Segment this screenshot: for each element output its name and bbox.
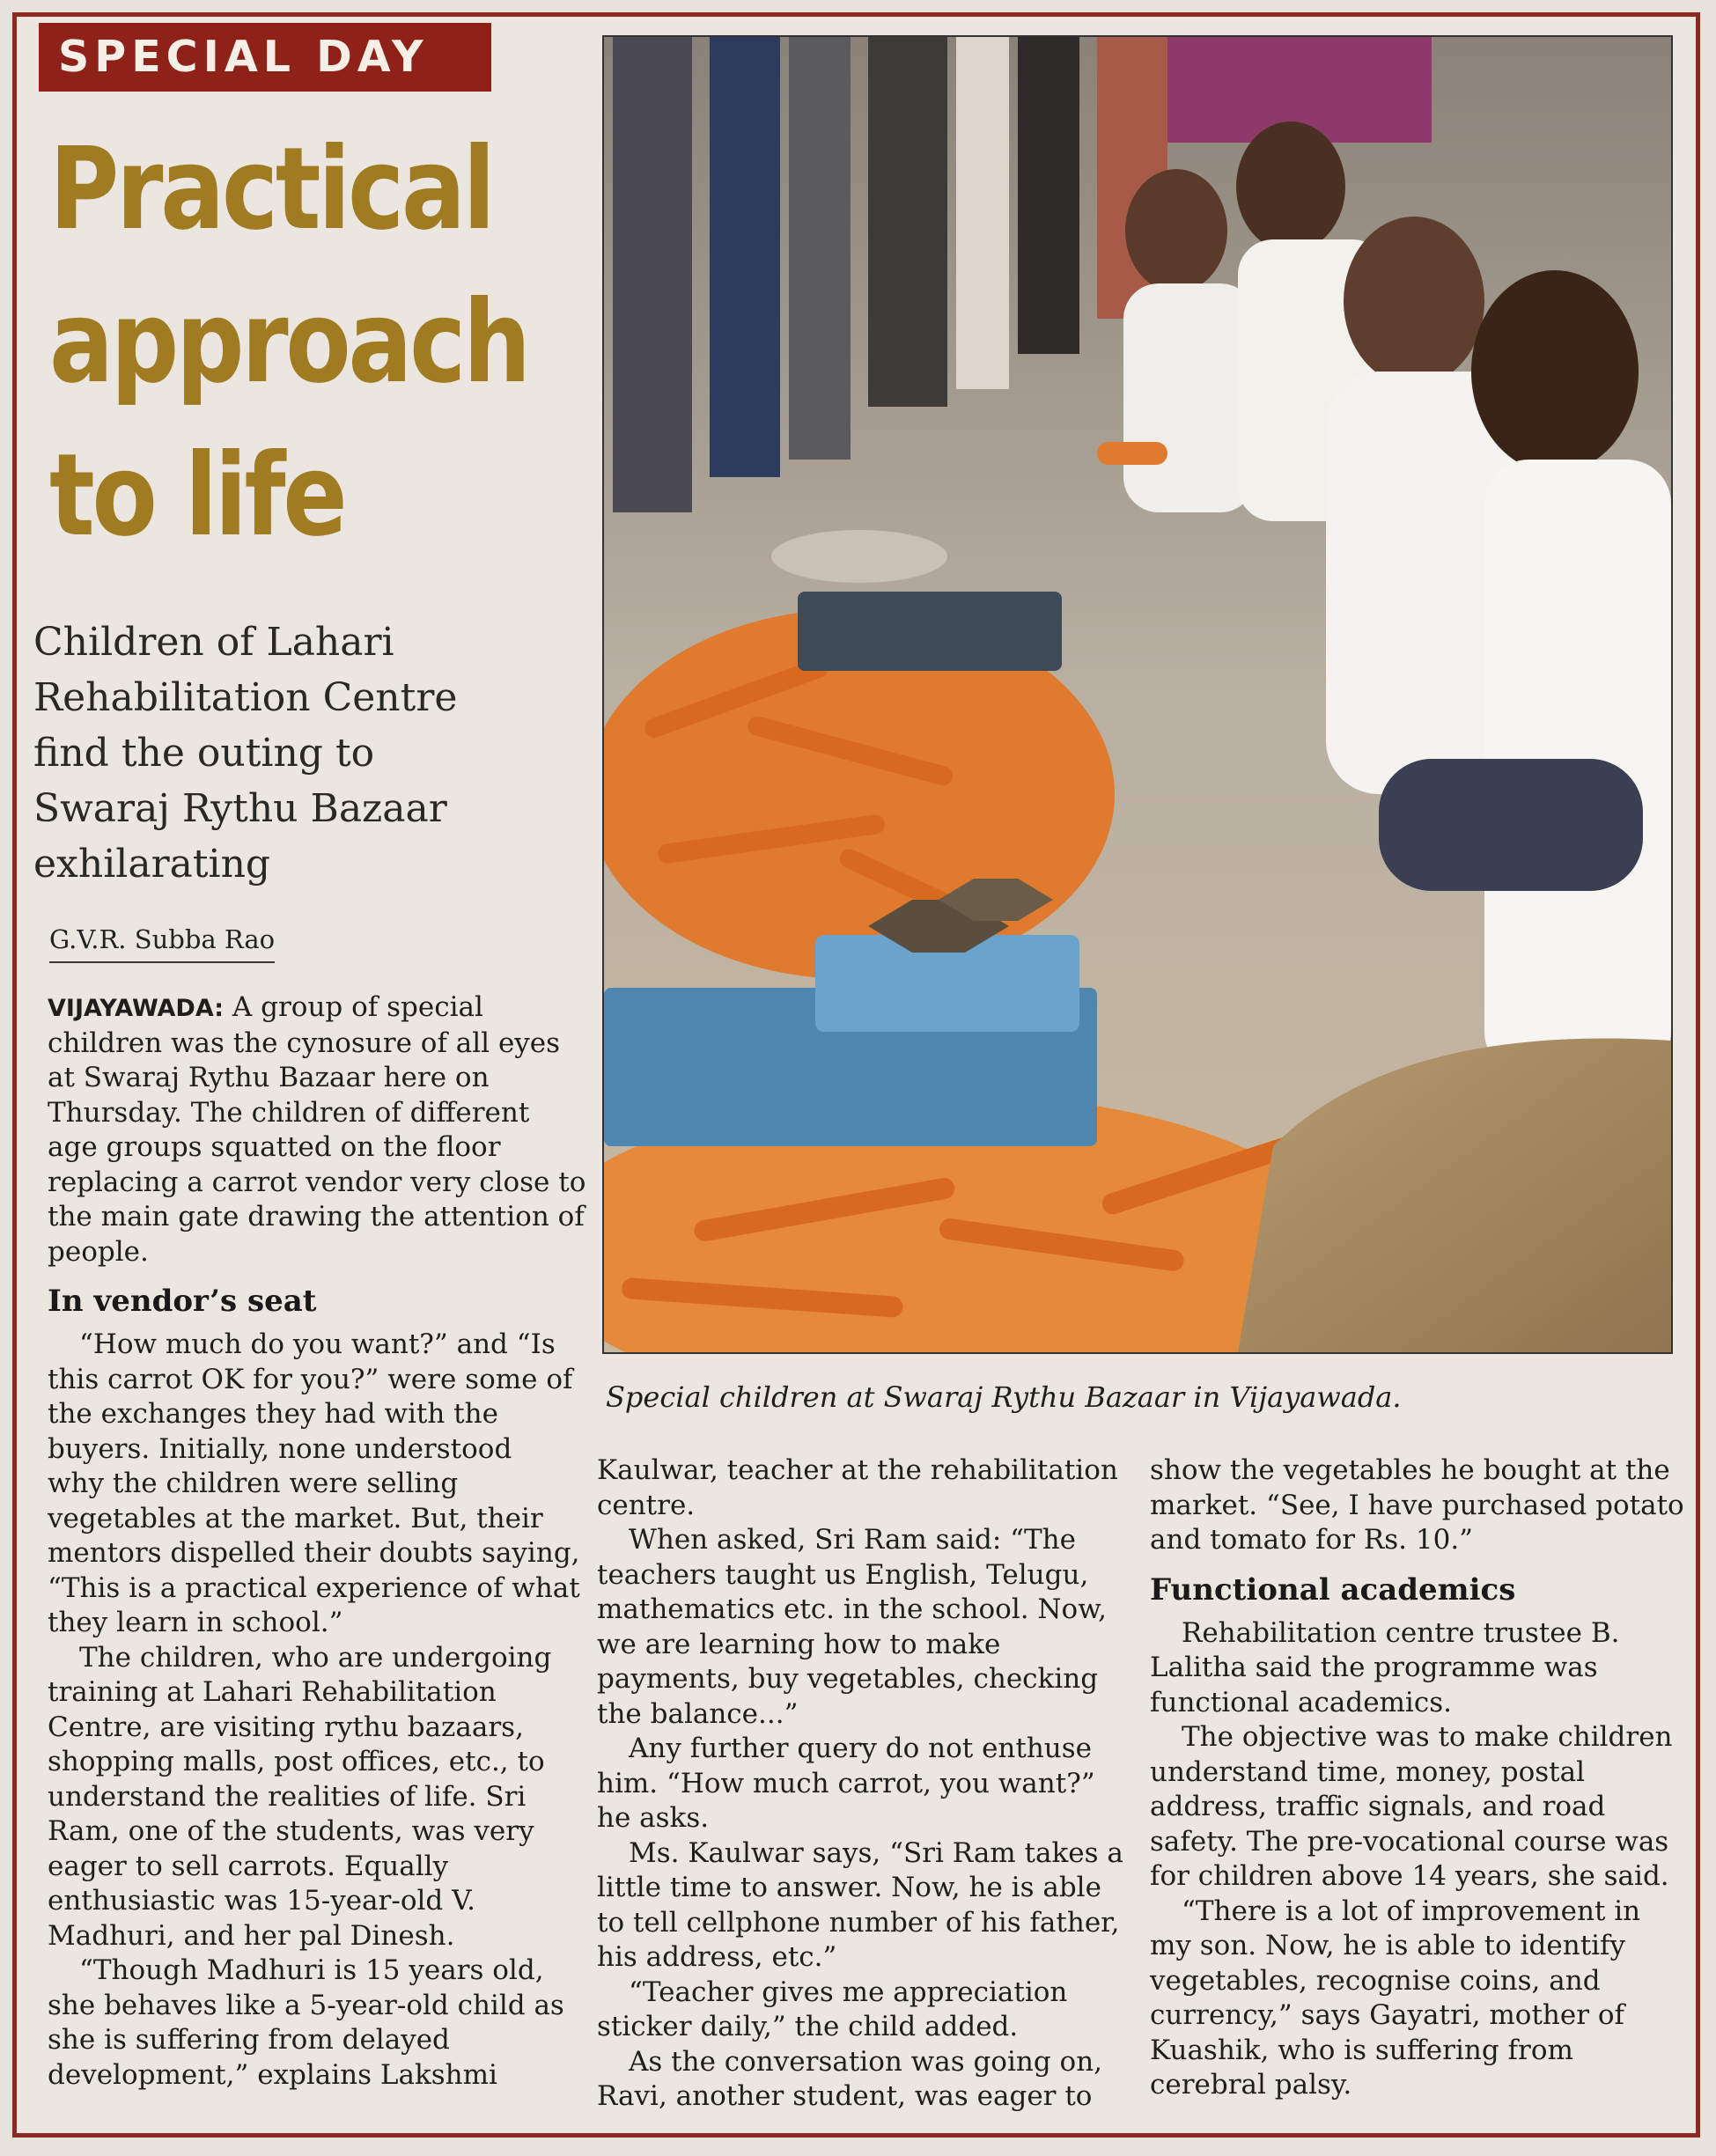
article-line: she is suffering from delayed	[48, 2024, 450, 2056]
article-line: As the conversation was going on,	[629, 2045, 1103, 2078]
article-line: Kuashik, who is suffering from	[1150, 2034, 1573, 2066]
deck-line: Swaraj Rythu Bazaar	[33, 786, 447, 831]
subhead: In vendor’s seat	[48, 1284, 317, 1319]
article-line: VIJAYAWADA: A group of special	[48, 991, 483, 1023]
article-line: cerebral palsy.	[1150, 2069, 1352, 2101]
article-line: Ram, one of the students, was very	[48, 1815, 534, 1847]
headline-line: to life	[49, 430, 345, 562]
deck-line: Children of Lahari	[33, 620, 394, 665]
article-line: teachers taught us English, Telugu,	[597, 1558, 1089, 1591]
photo-caption: Special children at Swaraj Rythu Bazaar in Vijayawada.	[606, 1380, 1402, 1414]
article-line: for children above 14 years, she said.	[1150, 1860, 1669, 1892]
dateline: VIJAYAWADA:	[48, 995, 225, 1022]
article-line: the balance...”	[597, 1697, 799, 1730]
article-line: she behaves like a 5-year-old child as	[48, 1989, 564, 2021]
article-line: at Swaraj Rythu Bazaar here on	[48, 1062, 490, 1093]
article-line: his address, etc.”	[597, 1941, 837, 1973]
article-line: The objective was to make children	[1182, 1721, 1673, 1753]
article-line: they learn in school.”	[48, 1607, 343, 1638]
article-line: we are learning how to make	[597, 1628, 1001, 1660]
article-line: to tell cellphone number of his father,	[597, 1906, 1120, 1939]
subhead: Functional academics	[1150, 1571, 1516, 1608]
headline-line: Practical	[49, 123, 493, 255]
article-line: centre.	[597, 1489, 696, 1521]
article-line: When asked, Sri Ram said: “The	[629, 1524, 1076, 1556]
deck-line: Rehabilitation Centre	[33, 675, 458, 720]
article-line: eager to sell carrots. Equally	[48, 1850, 449, 1882]
article-line: Ravi, another student, was eager to	[597, 2080, 1093, 2112]
market-photo	[602, 35, 1673, 1354]
article-line: Any further query do not enthuse	[629, 1733, 1093, 1764]
byline: G.V.R. Subba Rao	[49, 924, 275, 963]
article-column-1	[48, 990, 586, 2093]
article-line: Lalitha said the programme was	[1150, 1652, 1598, 1683]
section-tag: SPECIAL DAY	[39, 23, 491, 92]
article-line: replacing a carrot vendor very close to	[48, 1166, 586, 1198]
article-column-2	[597, 1453, 1123, 2115]
article-line: shopping malls, post offices, etc., to	[48, 1746, 545, 1777]
article-line: development,” explains Lakshmi	[48, 2058, 497, 2091]
article-line: vegetables at the market. But, their	[48, 1502, 543, 1534]
headline	[49, 113, 528, 572]
article-line: safety. The pre-vocational course was	[1150, 1825, 1669, 1858]
article-line: payments, buy vegetables, checking	[597, 1663, 1099, 1695]
article-line: why the children were selling	[48, 1468, 459, 1499]
article-line: children was the cynosure of all eyes	[48, 1026, 561, 1059]
article-line: buyers. Initially, none understood	[48, 1432, 512, 1465]
article-line: address, traffic signals, and road	[1150, 1791, 1606, 1822]
deck	[33, 614, 597, 892]
article-line: he asks.	[597, 1802, 710, 1834]
article-line: Ms. Kaulwar says, “Sri Ram takes a	[629, 1836, 1123, 1869]
article-line: mentors dispelled their doubts saying,	[48, 1537, 580, 1569]
article-line: currency,” says Gayatri, mother of	[1150, 1999, 1625, 2031]
article-line: training at Lahari Rehabilitation	[48, 1676, 497, 1708]
article-line: show the vegetables he bought at the	[1150, 1454, 1670, 1486]
deck-line: exhilarating	[33, 842, 271, 887]
article-line: understand the realities of life. Sri	[48, 1780, 527, 1813]
article-line: sticker daily,” the child added.	[597, 2011, 1019, 2042]
article-line: Kaulwar, teacher at the rehabilitation	[597, 1454, 1118, 1486]
headline-line: approach	[49, 276, 528, 408]
article-line: “There is a lot of improvement in	[1182, 1895, 1641, 1927]
article-line: “Though Madhuri is 15 years old,	[79, 1954, 544, 1986]
article-line: age groups squatted on the floor	[48, 1131, 501, 1163]
article-line: mathematics etc. in the school. Now,	[597, 1593, 1107, 1625]
article-line: functional academics.	[1150, 1686, 1452, 1718]
article-line: the exchanges they had with the	[48, 1398, 498, 1430]
article-line: and tomato for Rs. 10.”	[1150, 1524, 1474, 1556]
article-line: the main gate drawing the attention of	[48, 1201, 585, 1233]
article-line: him. “How much carrot, you want?”	[597, 1767, 1095, 1799]
article-line: people.	[48, 1235, 149, 1268]
article-line: Madhuri, and her pal Dinesh.	[48, 1919, 455, 1952]
article-line: understand time, money, postal	[1150, 1755, 1586, 1788]
article-line: this carrot OK for you?” were some of	[48, 1363, 573, 1395]
article-line: “This is a practical experience of what	[48, 1571, 580, 1604]
deck-line: find the outing to	[33, 731, 375, 776]
article-line: little time to answer. Now, he is able	[597, 1872, 1101, 1903]
article-line: “How much do you want?” and “Is	[79, 1328, 556, 1360]
article-line: Thursday. The children of different	[48, 1096, 530, 1129]
article-line: my son. Now, he is able to identify	[1150, 1930, 1626, 1961]
article-line: Rehabilitation centre trustee B.	[1182, 1616, 1620, 1649]
article-line: Centre, are visiting rythu bazaars,	[48, 1711, 524, 1743]
article-column-3	[1150, 1453, 1684, 2103]
article-line: “Teacher gives me appreciation	[629, 1976, 1068, 2008]
article-line: market. “See, I have purchased potato	[1150, 1489, 1684, 1521]
article-line: enthusiastic was 15-year-old V.	[48, 1885, 475, 1917]
article-line: vegetables, recognise coins, and	[1150, 1964, 1601, 1997]
article-line: The children, who are undergoing	[79, 1641, 552, 1674]
